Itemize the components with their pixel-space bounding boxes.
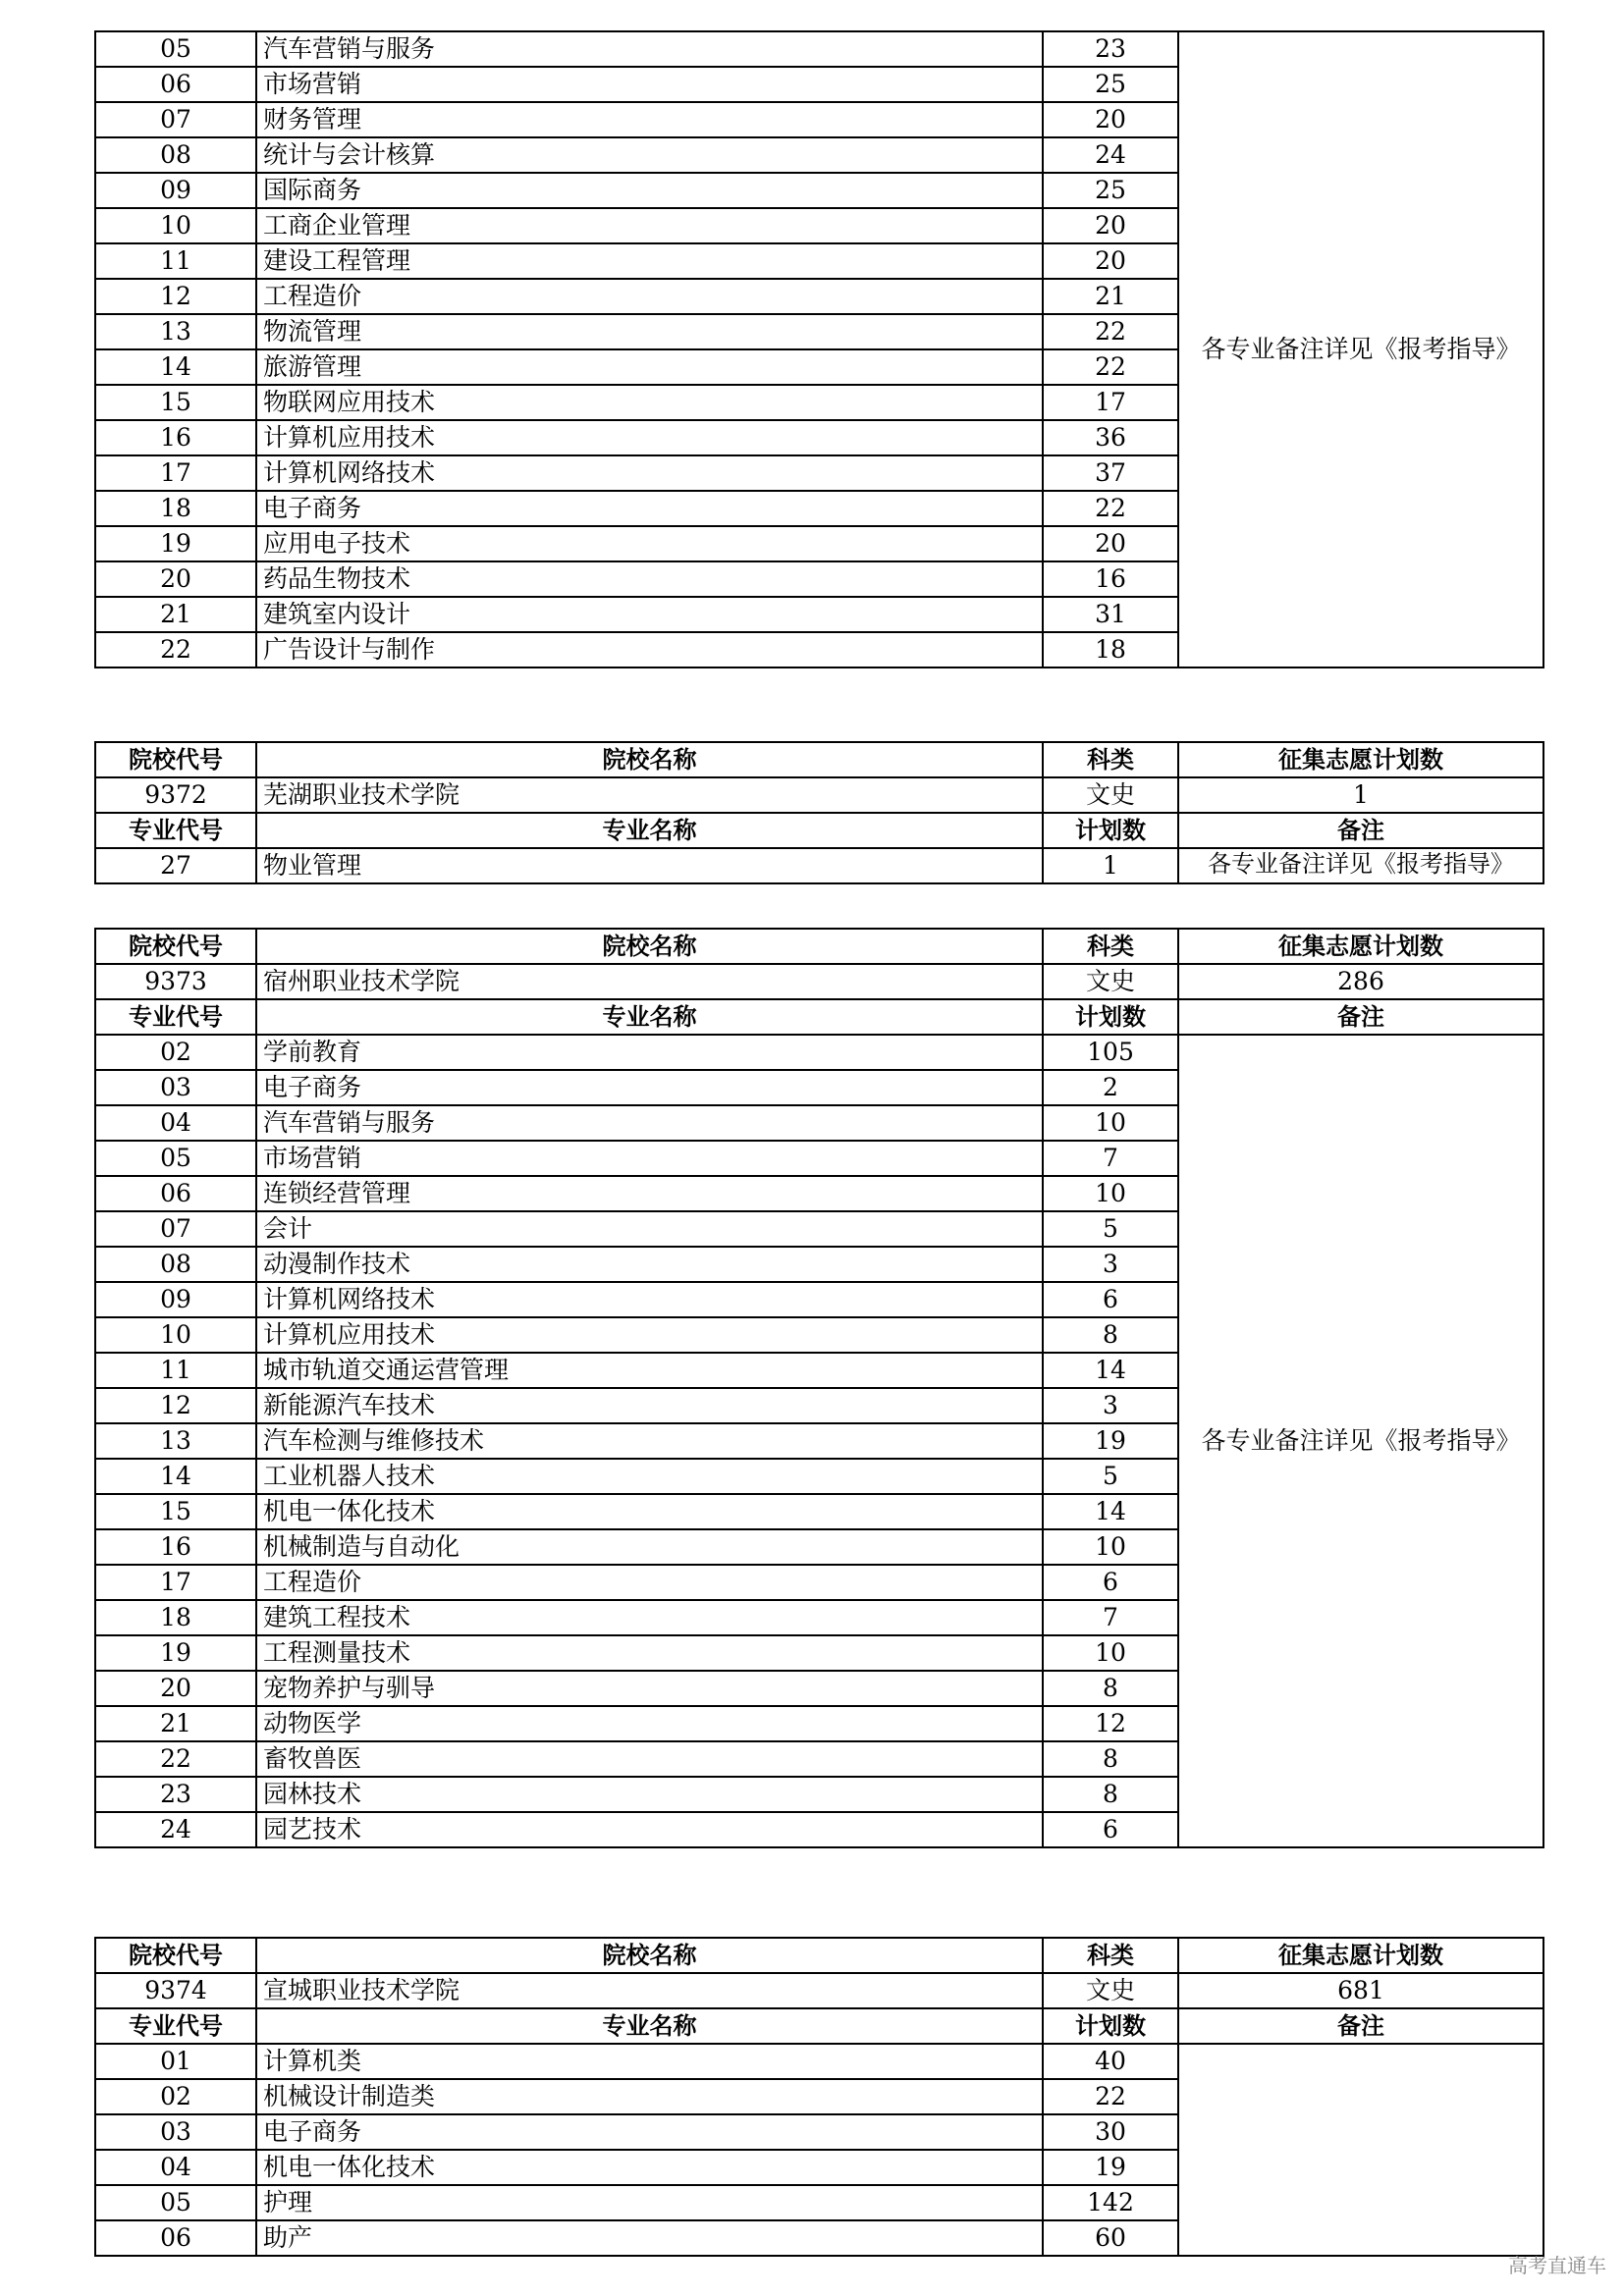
major-code: 21 (95, 1706, 256, 1741)
table-row (95, 31, 1543, 67)
continued-major-table (94, 30, 1544, 668)
major-code: 03 (95, 1070, 256, 1105)
school-name-label: 院校名称 (256, 929, 1043, 964)
plan-count: 16 (1043, 561, 1178, 597)
major-name: 园林技术 (256, 1777, 1043, 1812)
table-row (95, 2044, 1543, 2079)
major-code-label: 专业代号 (95, 813, 256, 848)
major-name: 计算机网络技术 (256, 1282, 1043, 1317)
major-name: 电子商务 (256, 491, 1043, 526)
plan-count: 1 (1043, 848, 1178, 883)
plan-count: 22 (1043, 314, 1178, 349)
major-name: 机电一体化技术 (256, 1494, 1043, 1529)
school-name: 宣城职业技术学院 (256, 1973, 1043, 2008)
plan-total: 681 (1178, 1973, 1543, 2008)
major-name: 会计 (256, 1211, 1043, 1247)
major-code: 13 (95, 1423, 256, 1459)
watermark: 高考直通车 (1508, 2254, 1606, 2277)
major-code: 12 (95, 279, 256, 314)
major-name: 学前教育 (256, 1035, 1043, 1070)
plan-count: 105 (1043, 1035, 1178, 1070)
plan-count: 22 (1043, 2079, 1178, 2114)
major-code: 11 (95, 1353, 256, 1388)
major-name: 应用电子技术 (256, 526, 1043, 561)
major-code: 13 (95, 314, 256, 349)
major-name: 国际商务 (256, 173, 1043, 208)
major-code: 20 (95, 561, 256, 597)
plan-total: 286 (1178, 964, 1543, 999)
major-name: 计算机应用技术 (256, 420, 1043, 455)
major-name: 工业机器人技术 (256, 1459, 1043, 1494)
plan-total-label: 征集志愿计划数 (1178, 929, 1543, 964)
major-code: 08 (95, 1247, 256, 1282)
major-code: 20 (95, 1671, 256, 1706)
major-header-row (95, 813, 1543, 848)
major-code: 08 (95, 137, 256, 173)
major-code: 14 (95, 1459, 256, 1494)
school-table-9374 (94, 1937, 1544, 2257)
major-name: 机电一体化技术 (256, 2150, 1043, 2185)
plan-count: 5 (1043, 1211, 1178, 1247)
school-name-label: 院校名称 (256, 742, 1043, 777)
major-code: 01 (95, 2044, 256, 2079)
school-name: 芜湖职业技术学院 (256, 777, 1043, 813)
major-name: 财务管理 (256, 102, 1043, 137)
school-category: 文史 (1043, 777, 1178, 813)
major-name: 动物医学 (256, 1706, 1043, 1741)
major-code: 18 (95, 491, 256, 526)
major-name: 汽车营销与服务 (256, 1105, 1043, 1141)
note-label: 备注 (1178, 999, 1543, 1035)
school-category: 文史 (1043, 1973, 1178, 2008)
major-code: 16 (95, 1529, 256, 1565)
note-cell: 各专业备注详见《报考指导》 (1178, 848, 1543, 883)
school-info-row (95, 1973, 1543, 2008)
major-code-label: 专业代号 (95, 2008, 256, 2044)
plan-count: 60 (1043, 2220, 1178, 2256)
major-name: 建筑室内设计 (256, 597, 1043, 632)
plan-count: 24 (1043, 137, 1178, 173)
major-name: 广告设计与制作 (256, 632, 1043, 667)
major-name: 物业管理 (256, 848, 1043, 883)
major-code: 21 (95, 597, 256, 632)
major-name: 畜牧兽医 (256, 1741, 1043, 1777)
school-code-label: 院校代号 (95, 929, 256, 964)
plan-count: 21 (1043, 279, 1178, 314)
major-code: 15 (95, 1494, 256, 1529)
plan-count: 37 (1043, 455, 1178, 491)
school-code-label: 院校代号 (95, 742, 256, 777)
major-name: 机械设计制造类 (256, 2079, 1043, 2114)
major-name: 建设工程管理 (256, 243, 1043, 279)
major-name: 工商企业管理 (256, 208, 1043, 243)
major-name: 物流管理 (256, 314, 1043, 349)
major-code: 24 (95, 1812, 256, 1847)
note-cell: 各专业备注详见《报考指导》 (1178, 31, 1543, 667)
school-info-row (95, 964, 1543, 999)
plan-count: 25 (1043, 173, 1178, 208)
major-name: 机械制造与自动化 (256, 1529, 1043, 1565)
school-code: 9373 (95, 964, 256, 999)
major-name: 工程造价 (256, 1565, 1043, 1600)
plan-count: 36 (1043, 420, 1178, 455)
major-name: 连锁经营管理 (256, 1176, 1043, 1211)
major-code: 05 (95, 1141, 256, 1176)
plan-count-label: 计划数 (1043, 2008, 1178, 2044)
major-name: 电子商务 (256, 1070, 1043, 1105)
school-header-row (95, 1938, 1543, 1973)
major-code: 04 (95, 1105, 256, 1141)
school-table-9372 (94, 741, 1544, 884)
plan-count: 18 (1043, 632, 1178, 667)
plan-count: 22 (1043, 491, 1178, 526)
major-code: 22 (95, 632, 256, 667)
plan-count: 7 (1043, 1141, 1178, 1176)
note-label: 备注 (1178, 2008, 1543, 2044)
school-code: 9374 (95, 1973, 256, 2008)
major-name: 计算机类 (256, 2044, 1043, 2079)
major-code: 07 (95, 1211, 256, 1247)
major-header-row (95, 2008, 1543, 2044)
plan-count: 6 (1043, 1282, 1178, 1317)
plan-count: 20 (1043, 208, 1178, 243)
major-name: 市场营销 (256, 67, 1043, 102)
plan-count: 6 (1043, 1565, 1178, 1600)
major-code: 27 (95, 848, 256, 883)
plan-count-label: 计划数 (1043, 813, 1178, 848)
plan-count: 20 (1043, 243, 1178, 279)
school-header-row (95, 742, 1543, 777)
plan-count: 8 (1043, 1741, 1178, 1777)
plan-count: 19 (1043, 2150, 1178, 2185)
major-name: 汽车营销与服务 (256, 31, 1043, 67)
major-code: 09 (95, 173, 256, 208)
major-header-row (95, 999, 1543, 1035)
major-code-label: 专业代号 (95, 999, 256, 1035)
school-code: 9372 (95, 777, 256, 813)
school-header-row (95, 929, 1543, 964)
major-code: 15 (95, 385, 256, 420)
major-code: 06 (95, 2220, 256, 2256)
plan-count: 20 (1043, 102, 1178, 137)
major-name: 工程测量技术 (256, 1635, 1043, 1671)
plan-count: 10 (1043, 1176, 1178, 1211)
major-name: 动漫制作技术 (256, 1247, 1043, 1282)
major-name: 建筑工程技术 (256, 1600, 1043, 1635)
major-name: 工程造价 (256, 279, 1043, 314)
major-code: 11 (95, 243, 256, 279)
major-code: 05 (95, 2185, 256, 2220)
plan-count: 31 (1043, 597, 1178, 632)
plan-count: 10 (1043, 1635, 1178, 1671)
major-code: 10 (95, 1317, 256, 1353)
plan-count: 22 (1043, 349, 1178, 385)
plan-count: 40 (1043, 2044, 1178, 2079)
table-row (95, 1035, 1543, 1070)
major-code: 07 (95, 102, 256, 137)
school-table-9373 (94, 928, 1544, 1848)
major-code: 06 (95, 1176, 256, 1211)
plan-count: 3 (1043, 1388, 1178, 1423)
plan-count: 6 (1043, 1812, 1178, 1847)
school-category: 文史 (1043, 964, 1178, 999)
major-name: 物联网应用技术 (256, 385, 1043, 420)
plan-count: 12 (1043, 1706, 1178, 1741)
plan-count: 20 (1043, 526, 1178, 561)
plan-count: 8 (1043, 1777, 1178, 1812)
major-code: 17 (95, 1565, 256, 1600)
major-code: 19 (95, 1635, 256, 1671)
plan-count: 19 (1043, 1423, 1178, 1459)
plan-count: 10 (1043, 1529, 1178, 1565)
major-name: 园艺技术 (256, 1812, 1043, 1847)
note-cell (1178, 2044, 1543, 2256)
school-code-label: 院校代号 (95, 1938, 256, 1973)
category-label: 科类 (1043, 742, 1178, 777)
major-code: 14 (95, 349, 256, 385)
plan-total: 1 (1178, 777, 1543, 813)
major-name: 助产 (256, 2220, 1043, 2256)
major-name: 宠物养护与驯导 (256, 1671, 1043, 1706)
major-code: 23 (95, 1777, 256, 1812)
major-name: 电子商务 (256, 2114, 1043, 2150)
major-code: 03 (95, 2114, 256, 2150)
major-code: 04 (95, 2150, 256, 2185)
major-code: 19 (95, 526, 256, 561)
plan-count: 14 (1043, 1494, 1178, 1529)
major-name: 计算机网络技术 (256, 455, 1043, 491)
major-code: 10 (95, 208, 256, 243)
major-name-label: 专业名称 (256, 2008, 1043, 2044)
plan-count: 23 (1043, 31, 1178, 67)
school-name: 宿州职业技术学院 (256, 964, 1043, 999)
major-name-label: 专业名称 (256, 813, 1043, 848)
plan-count: 7 (1043, 1600, 1178, 1635)
major-name: 市场营销 (256, 1141, 1043, 1176)
major-name: 药品生物技术 (256, 561, 1043, 597)
plan-count: 25 (1043, 67, 1178, 102)
plan-count: 2 (1043, 1070, 1178, 1105)
table-row (95, 848, 1543, 883)
major-code: 16 (95, 420, 256, 455)
plan-total-label: 征集志愿计划数 (1178, 742, 1543, 777)
plan-count: 30 (1043, 2114, 1178, 2150)
school-info-row (95, 777, 1543, 813)
plan-count: 142 (1043, 2185, 1178, 2220)
major-code: 06 (95, 67, 256, 102)
note-cell: 各专业备注详见《报考指导》 (1178, 1035, 1543, 1847)
plan-count: 3 (1043, 1247, 1178, 1282)
major-code: 09 (95, 1282, 256, 1317)
plan-count: 8 (1043, 1317, 1178, 1353)
major-code: 12 (95, 1388, 256, 1423)
plan-count: 5 (1043, 1459, 1178, 1494)
major-name: 汽车检测与维修技术 (256, 1423, 1043, 1459)
note-label: 备注 (1178, 813, 1543, 848)
major-code: 18 (95, 1600, 256, 1635)
plan-count: 17 (1043, 385, 1178, 420)
major-code: 22 (95, 1741, 256, 1777)
major-code: 02 (95, 2079, 256, 2114)
major-name: 旅游管理 (256, 349, 1043, 385)
major-name: 城市轨道交通运营管理 (256, 1353, 1043, 1388)
major-name: 护理 (256, 2185, 1043, 2220)
plan-count-label: 计划数 (1043, 999, 1178, 1035)
plan-count: 14 (1043, 1353, 1178, 1388)
plan-total-label: 征集志愿计划数 (1178, 1938, 1543, 1973)
plan-count: 8 (1043, 1671, 1178, 1706)
category-label: 科类 (1043, 929, 1178, 964)
major-code: 02 (95, 1035, 256, 1070)
major-name: 统计与会计核算 (256, 137, 1043, 173)
major-name: 计算机应用技术 (256, 1317, 1043, 1353)
major-name: 新能源汽车技术 (256, 1388, 1043, 1423)
major-code: 17 (95, 455, 256, 491)
school-name-label: 院校名称 (256, 1938, 1043, 1973)
major-name-label: 专业名称 (256, 999, 1043, 1035)
major-code: 05 (95, 31, 256, 67)
category-label: 科类 (1043, 1938, 1178, 1973)
plan-count: 10 (1043, 1105, 1178, 1141)
